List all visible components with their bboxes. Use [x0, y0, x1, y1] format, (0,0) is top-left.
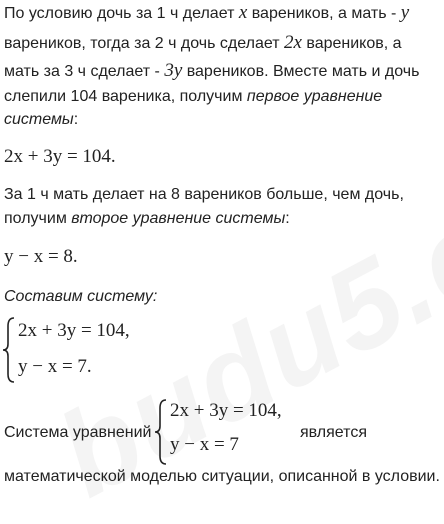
text: Система уравнений [4, 424, 152, 441]
text-line [300, 422, 367, 444]
brace-icon [2, 316, 16, 384]
text-line [4, 422, 151, 444]
equation-1: 2x + 3y = 104. [4, 146, 116, 167]
text: математической моделью ситуации, описанной в условии. [4, 468, 440, 485]
text: За 1 ч мать делает на 8 вареников больше, чем дочь, [4, 186, 404, 203]
math-expr: 3y [164, 60, 183, 81]
text: По условию дочь за 1 ч делает [4, 5, 239, 22]
text: вареников, а [301, 35, 402, 52]
text: : [73, 111, 79, 128]
brace-icon [154, 398, 168, 466]
text-line [4, 109, 78, 131]
text: мать за 3 ч сделает - [4, 63, 165, 80]
text-line [4, 466, 440, 488]
italic-text: второе уравнение системы [71, 210, 286, 227]
system-1-eq-1: 2x + 3y = 104, [18, 320, 130, 341]
system-1-eq-2: y − x = 7. [18, 356, 92, 377]
text: вареников, а мать - [247, 5, 401, 22]
text-line [4, 86, 382, 108]
text-line [4, 184, 404, 206]
text-line [4, 32, 402, 55]
math-var: x [238, 2, 248, 23]
system-2-eq-1: 2x + 3y = 104, [170, 400, 282, 421]
italic-text: системы [4, 111, 74, 128]
text: вареников, тогда за 2 ч дочь сделает [4, 35, 284, 52]
system-2-eq-2: y − x = 7 [170, 434, 239, 455]
text: : [285, 210, 290, 227]
text: является [300, 424, 367, 441]
text-line [4, 208, 290, 230]
text: слепили 104 вареника, получим [4, 88, 247, 105]
compose-label: Составим систему: [4, 288, 158, 305]
italic-text: первое уравнение [246, 88, 383, 105]
math-expr: 2x [283, 32, 302, 53]
text: получим [4, 210, 72, 227]
text-line [4, 2, 409, 25]
text-line [4, 60, 419, 83]
math-var: y [400, 2, 410, 23]
text: вареников. Вместе мать и дочь [182, 63, 420, 80]
equation-2: y − x = 8. [4, 246, 78, 267]
